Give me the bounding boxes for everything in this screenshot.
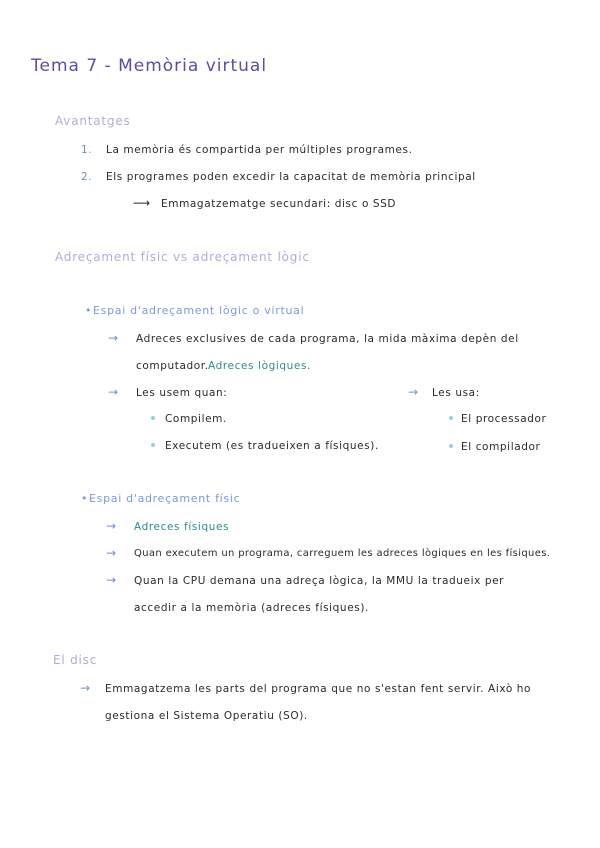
text-line: Adreces exclusives de cada programa, la mida màxima depèn del: [136, 333, 519, 345]
list-number: 1.: [81, 144, 93, 156]
arrow-icon: →: [106, 546, 117, 560]
section-heading-adrecament: Adreçament físic vs adreçament lògic: [55, 250, 310, 264]
bullet-icon: •: [81, 492, 89, 505]
subsection-heading-logic: Espai d'adreçament lògic o virtual: [93, 304, 305, 317]
bullet-dot-icon: [449, 416, 453, 420]
text-line: accedir a la memòria (adreces físiques).: [134, 602, 369, 614]
list-number: 2.: [81, 171, 93, 183]
long-arrow-icon: ⟶: [133, 196, 151, 210]
bullet-icon: •: [85, 304, 93, 317]
arrow-icon: →: [108, 385, 119, 399]
bullet-dot-icon: [151, 416, 155, 420]
text-line: Les usem quan:: [136, 387, 228, 399]
text-line: gestiona el Sistema Operatiu (SO).: [105, 710, 308, 722]
highlight-text: Adreces lògiques.: [208, 360, 311, 372]
list-item: La memòria és compartida per múltiples programes.: [106, 144, 413, 156]
list-item: El compilador: [461, 441, 541, 453]
list-item: Els programes poden excedir la capacitat de memòria principal: [106, 171, 476, 183]
list-item: Executem (es tradueixen a físiques).: [165, 440, 379, 452]
list-item: El processador: [461, 413, 547, 425]
bullet-dot-icon: [151, 443, 155, 447]
text-line: Quan executem un programa, carreguem les adreces lògiques en les físiques.: [134, 548, 551, 559]
arrow-icon: →: [106, 519, 117, 533]
arrow-icon: →: [408, 385, 419, 399]
arrow-icon: →: [108, 331, 119, 345]
text-line: computador.: [136, 360, 209, 372]
section-heading-disc: El disc: [53, 653, 98, 667]
arrow-icon: →: [106, 573, 117, 587]
arrow-icon: →: [80, 681, 91, 695]
sub-item: Emmagatzematge secundari: disc o SSD: [161, 198, 397, 210]
text-line: Les usa:: [432, 387, 480, 399]
section-heading-avantatges: Avantatges: [55, 114, 131, 128]
highlight-text: Adreces físiques: [134, 521, 230, 533]
text-line: Emmagatzema les parts del programa que no s'estan fent servir. Això ho: [105, 683, 532, 695]
subsection-heading-fisic: Espai d'adreçament físic: [89, 492, 241, 505]
bullet-dot-icon: [449, 444, 453, 448]
page-title: Tema 7 - Memòria virtual: [31, 56, 268, 76]
list-item: Compilem.: [165, 413, 227, 425]
text-line: Quan la CPU demana una adreça lògica, la MMU la tradueix per: [134, 575, 505, 587]
